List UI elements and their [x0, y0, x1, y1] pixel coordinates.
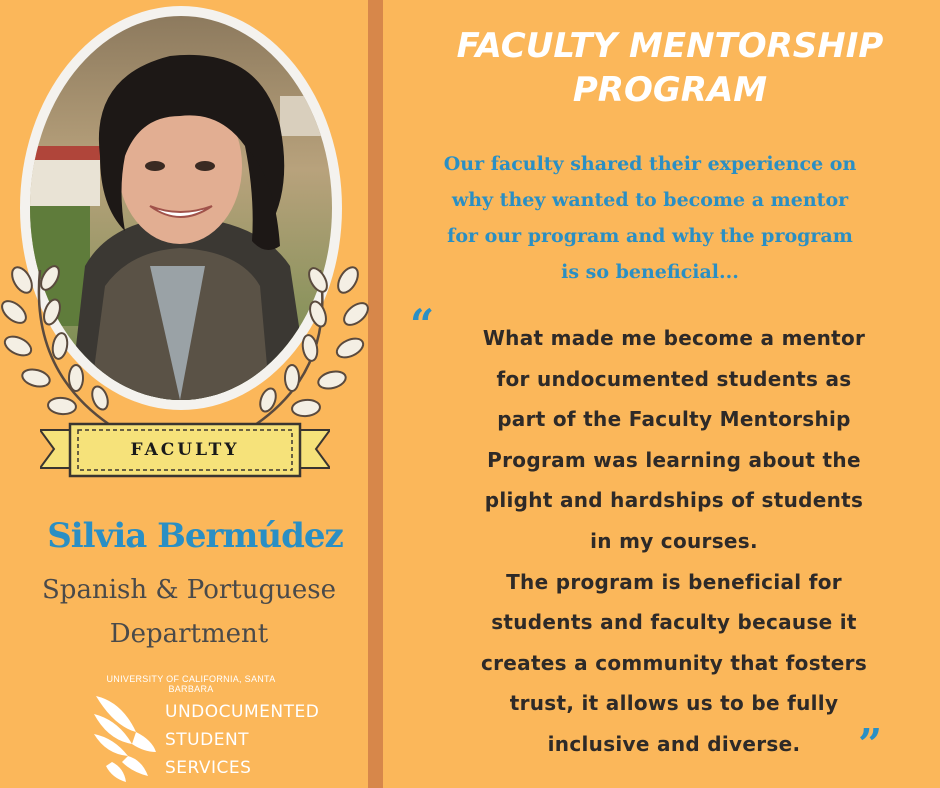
- butterfly-logo-icon: [92, 692, 160, 784]
- faculty-badge-label: FACULTY: [130, 440, 240, 460]
- quote-line: creates a community that fosters: [480, 650, 868, 675]
- quote-line: Program was learning about the: [487, 447, 861, 472]
- department: [0, 568, 378, 656]
- faculty-name: Silvia Bermúdez: [47, 516, 343, 556]
- quote-line: inclusive and diverse.: [547, 731, 801, 756]
- intro-line: for our program and why the program: [447, 225, 853, 247]
- open-quote-icon: “: [410, 300, 435, 349]
- quote-line: students and faculty because it: [491, 610, 857, 635]
- title-line: PROGRAM: [572, 70, 768, 110]
- page-title: [400, 24, 940, 112]
- testimonial-quote: [446, 318, 902, 769]
- panel-divider: [368, 0, 383, 788]
- student-services-logo-text: [165, 698, 320, 782]
- logo-line: SERVICES: [165, 758, 252, 778]
- quote-line: trust, it allows us to be fully: [509, 691, 839, 716]
- close-quote-icon: ”: [858, 720, 883, 769]
- logo-line: STUDENT: [165, 730, 250, 750]
- quote-line: plight and hardships of students: [484, 488, 864, 513]
- intro-line: is so beneficial...: [561, 261, 739, 283]
- university-name: UNIVERSITY OF CALIFORNIA, SANTA BARBARA: [106, 674, 276, 694]
- intro-line: Our faculty shared their experience on: [443, 153, 857, 175]
- quote-line: part of the Faculty Mentorship: [497, 407, 851, 432]
- department-line: Spanish & Portuguese: [42, 575, 336, 605]
- quote-line: in my courses.: [590, 528, 758, 553]
- quote-line: What made me become a mentor: [482, 326, 866, 350]
- title-line: FACULTY MENTORSHIP: [456, 26, 884, 66]
- quote-line: The program is beneficial for: [506, 569, 842, 594]
- quote-line: for undocumented students as: [496, 366, 852, 391]
- department-line: Department: [109, 619, 269, 649]
- logo-line: UNDOCUMENTED: [165, 702, 320, 722]
- intro-line: why they wanted to become a mentor: [451, 189, 849, 211]
- intro-text: [410, 146, 890, 290]
